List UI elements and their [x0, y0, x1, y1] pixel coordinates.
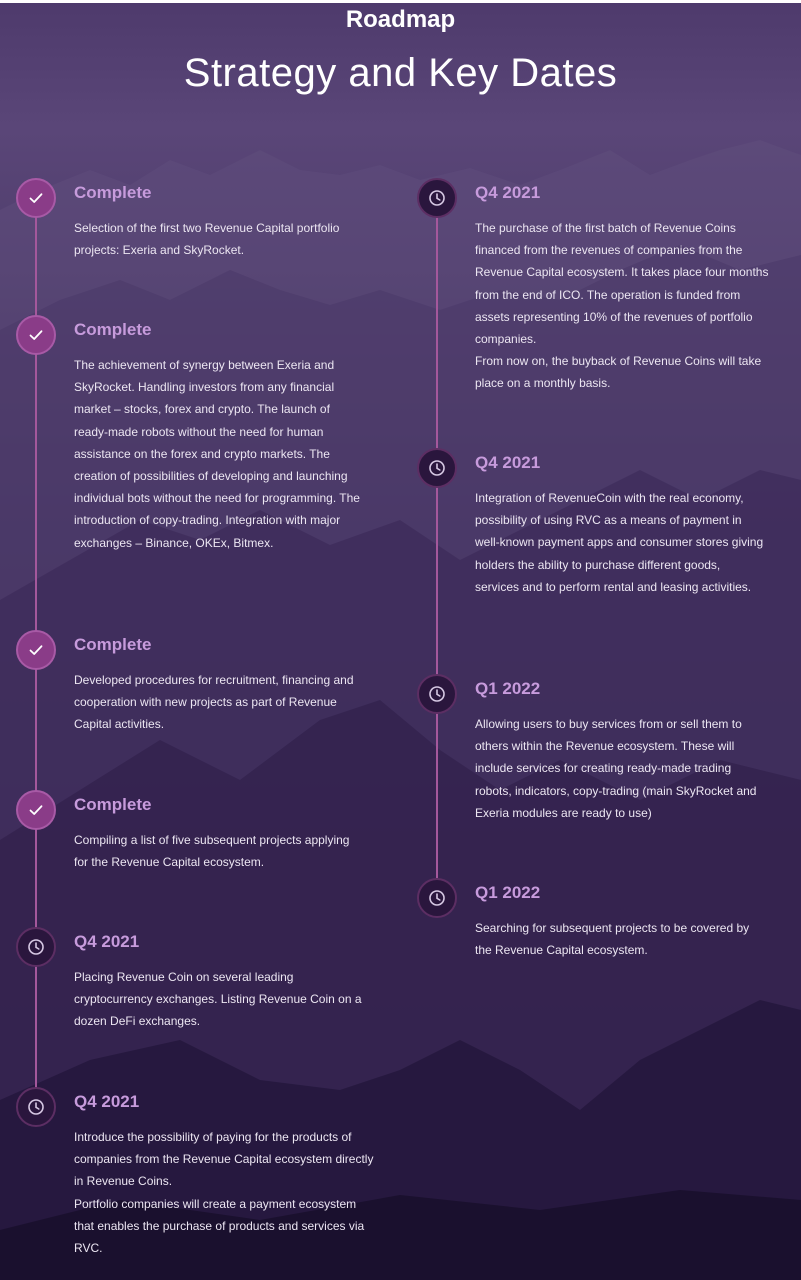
section-kicker: Roadmap [345, 6, 456, 33]
timeline-item-text: Allowing users to buy services from or sell them to others within the Revenue ecosystem. These will include services for creating ready-made trading robots, indicators, copy-trading (main SkyRocket and Exeria modules are ready to use) [475, 717, 757, 820]
complete-marker [16, 178, 56, 218]
page-title: Strategy and Key Dates [183, 51, 618, 95]
clock-icon [27, 1098, 45, 1116]
clock-icon [27, 938, 45, 956]
timeline-item-label: Complete [74, 795, 152, 814]
clock-icon [428, 459, 446, 477]
timeline-item-label: Q4 2021 [74, 932, 140, 951]
right-timeline-line [436, 216, 438, 878]
timeline-item-label: Complete [74, 183, 152, 202]
clock-icon [428, 889, 446, 907]
clock-icon [428, 189, 446, 207]
clock-icon [428, 685, 446, 703]
timeline-item-label: Q4 2021 [475, 453, 541, 472]
timeline-item-label: Q4 2021 [475, 183, 541, 202]
pending-marker [417, 878, 457, 918]
pending-marker [417, 178, 457, 218]
pending-marker [417, 674, 457, 714]
timeline-item-label: Complete [74, 635, 152, 654]
check-icon [28, 190, 44, 206]
timeline-item-text: Compiling a list of five subsequent projects applying for the Revenue Capital ecosystem. [74, 833, 350, 870]
timeline-item-label: Q1 2022 [475, 883, 541, 902]
complete-marker [16, 790, 56, 830]
page-header [0, 6, 801, 96]
timeline-item-text: Introduce the possibility of paying for the products of companies from the Revenue Capital ecosystem directly in Revenue Coins. Portfolio companies will create a payment ecosystem that enables the purchase of products and services via RVC. [74, 1130, 374, 1256]
timeline-item-label: Q1 2022 [475, 679, 541, 698]
timeline-item-text: Developed procedures for recruitment, financing and cooperation with new projects as part of Revenue Capital activities. [74, 673, 354, 732]
check-icon [28, 327, 44, 343]
timeline-item-label: Q4 2021 [74, 1092, 140, 1111]
check-icon [28, 642, 44, 658]
pending-marker [16, 927, 56, 967]
pending-marker [417, 448, 457, 488]
top-border [0, 0, 801, 3]
timeline-item-text: Integration of RevenueCoin with the real economy, possibility of using RVC as a means of payment in well-known payment apps and consumer stores giving holders the ability to purchase different goods, services and to perform rental and leasing activities. [475, 491, 764, 594]
timeline-item-text: Selection of the first two Revenue Capital portfolio projects: Exeria and SkyRocket. [74, 221, 340, 258]
timeline-item-text: Searching for subsequent projects to be covered by the Revenue Capital ecosystem. [475, 921, 750, 958]
complete-marker [16, 630, 56, 670]
complete-marker [16, 315, 56, 355]
pending-marker [16, 1087, 56, 1127]
check-icon [28, 802, 44, 818]
timeline-item-text: The purchase of the first batch of Revenue Coins financed from the revenues of companies from the Revenue Capital ecosystem. It takes place four months from the end of ICO. The operation is funded from assets representing 10% of the revenues of portfolio companies. From now on, the buyback of Revenue Coins will take place on a monthly basis. [475, 221, 769, 391]
timeline-item-text: Placing Revenue Coin on several leading cryptocurrency exchanges. Listing Revenue Coin on a dozen DeFi exchanges. [74, 970, 362, 1029]
timeline-item-text: The achievement of synergy between Exeria and SkyRocket. Handling investors from any financial market – stocks, forex and crypto. The launch of ready-made robots without the need for human assistance on the forex and crypto markets. The creation of possibilities of developing and launching individual bots without the need for programming. The introduction of copy-trading. Integration with major exchanges – Binance, OKEx, Bitmex. [74, 358, 360, 550]
timeline-item-label: Complete [74, 320, 152, 339]
